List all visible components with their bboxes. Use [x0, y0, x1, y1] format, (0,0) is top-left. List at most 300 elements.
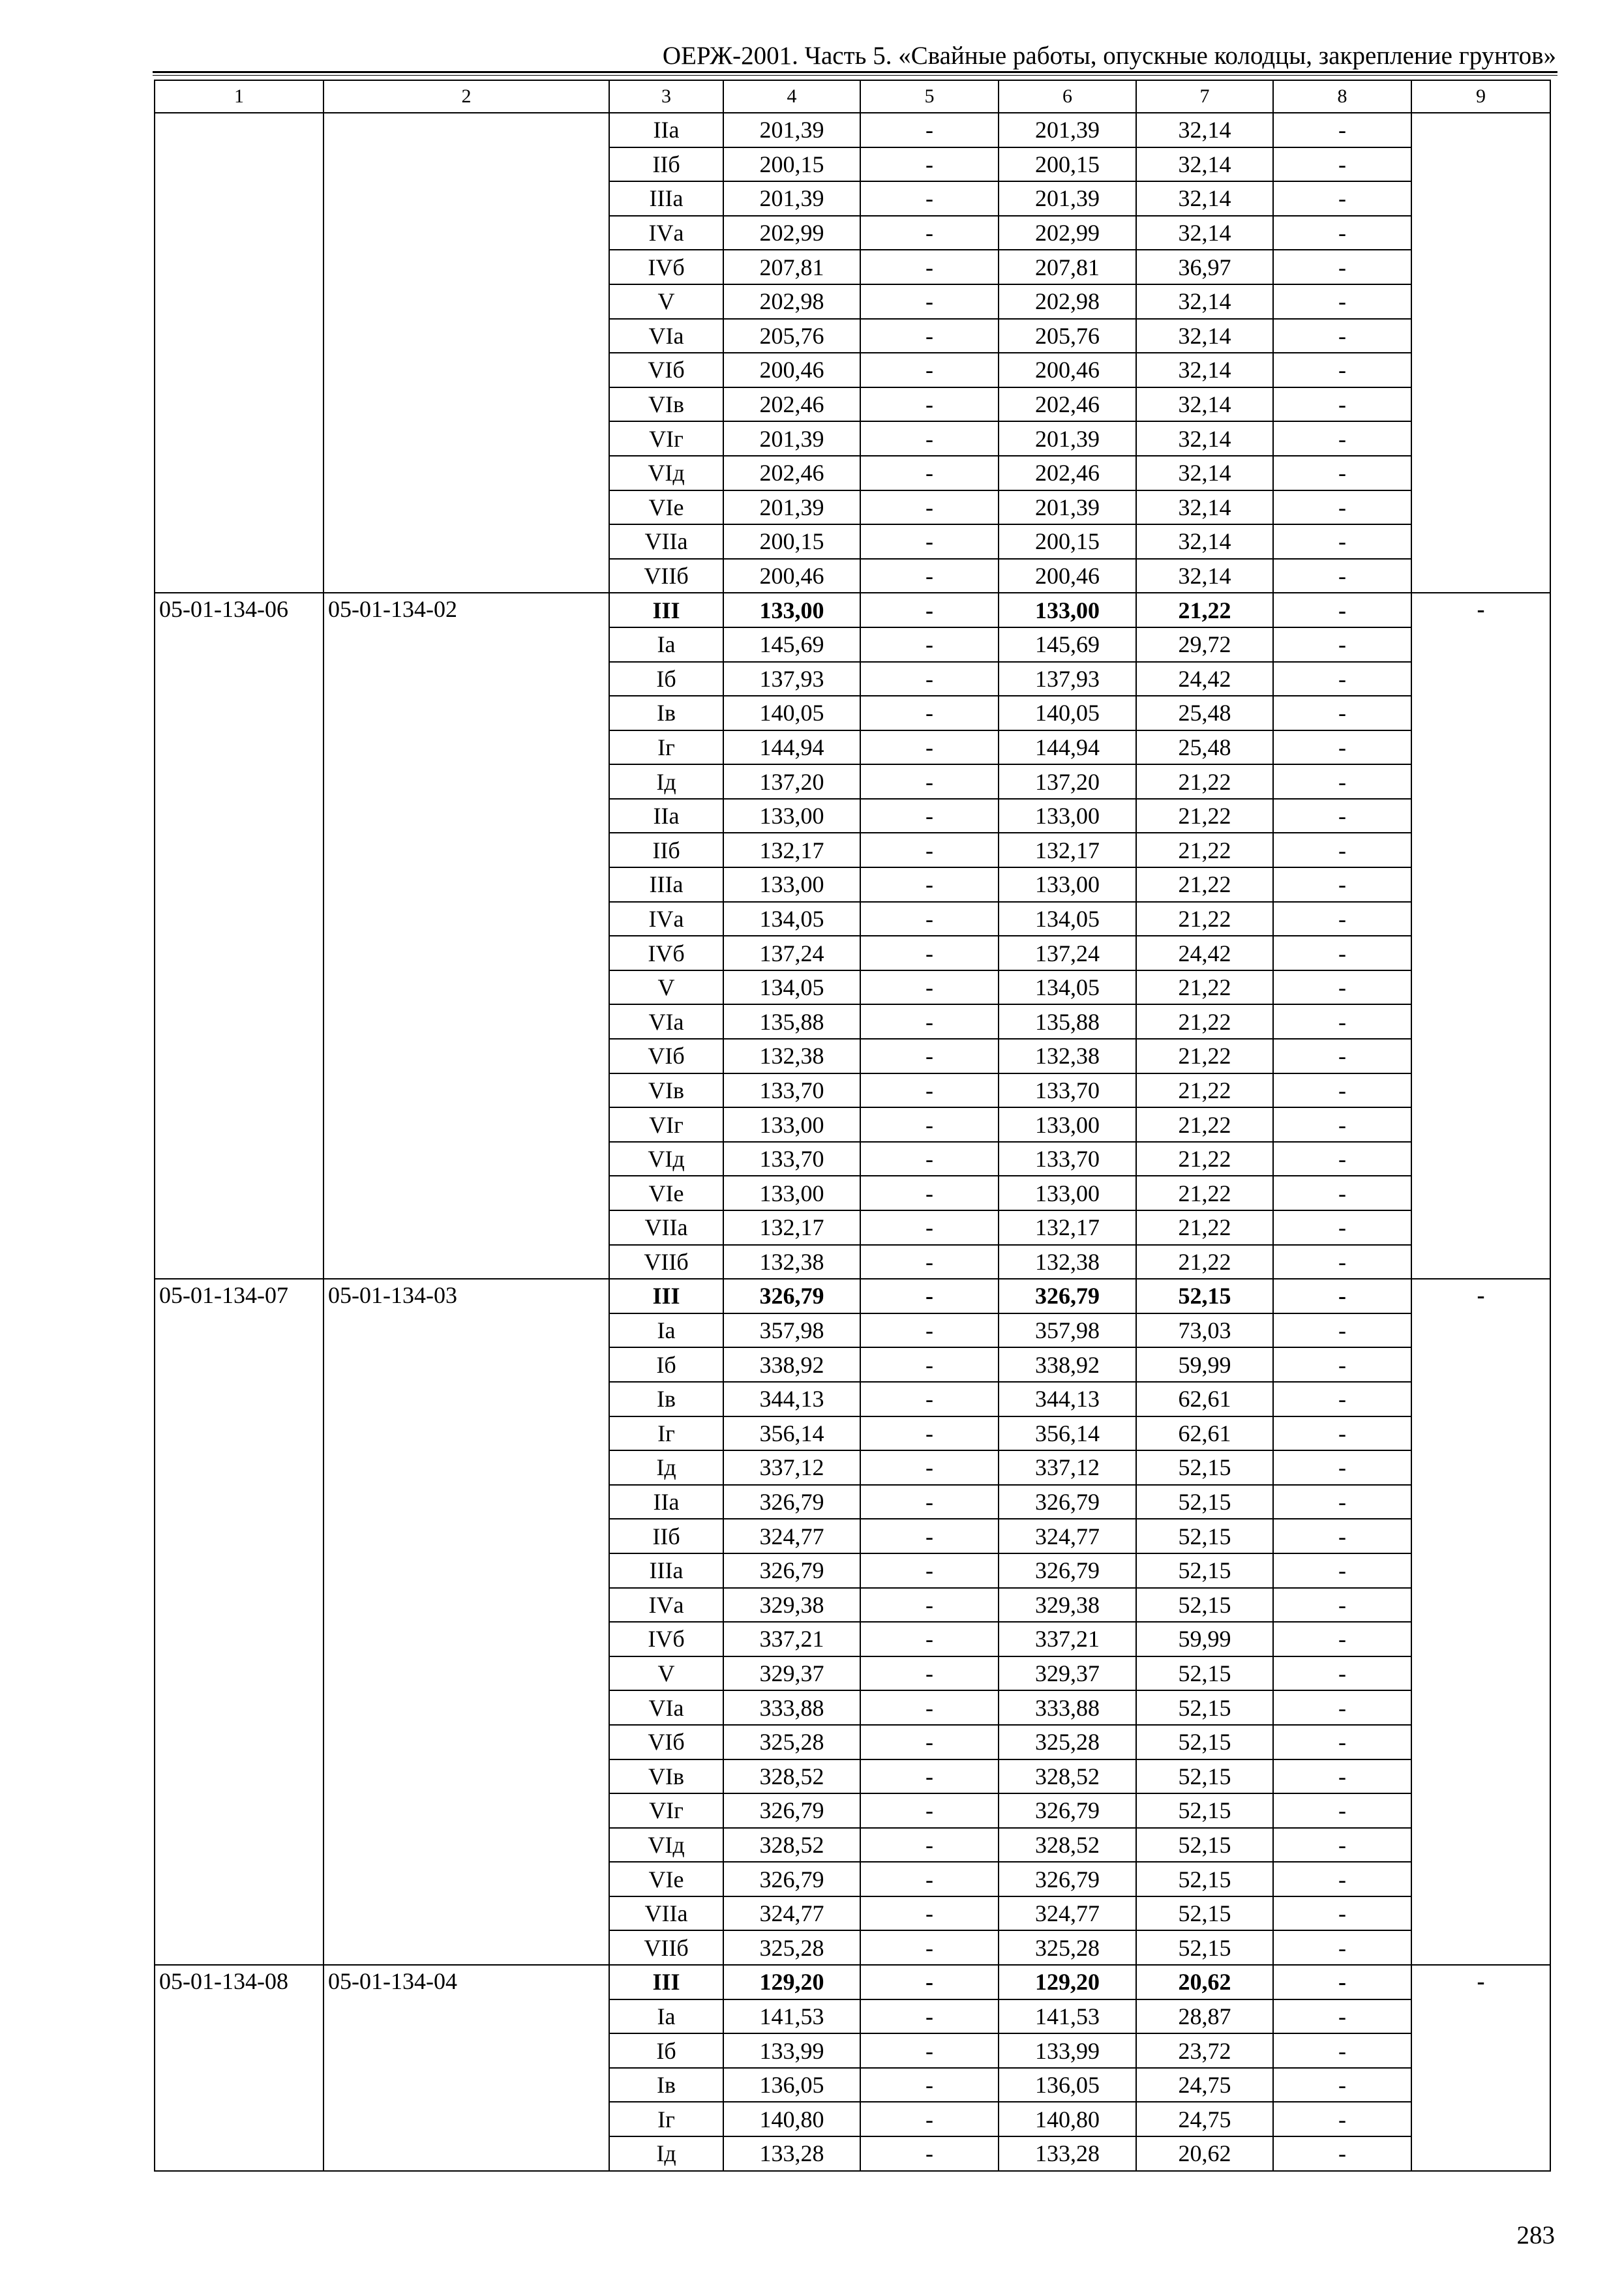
- col7-cell: 32,14: [1136, 319, 1273, 353]
- col7-cell: 52,15: [1136, 1862, 1273, 1896]
- col7-cell: 21,22: [1136, 1176, 1273, 1210]
- col4-cell: 140,05: [723, 696, 860, 730]
- col5-cell: -: [860, 1656, 999, 1691]
- col4-cell: 357,98: [723, 1313, 860, 1348]
- col3-cell: IIб: [609, 147, 723, 182]
- base-code-text: 05-01-134-03: [328, 1282, 457, 1309]
- col8-cell: -: [1273, 627, 1411, 662]
- col3-cell: VIа: [609, 1004, 723, 1039]
- col8-cell: -: [1273, 387, 1411, 422]
- col7-cell: 59,99: [1136, 1622, 1273, 1656]
- col7-cell: 52,15: [1136, 1656, 1273, 1691]
- col6-cell: 205,76: [999, 319, 1136, 353]
- column-number-row: [155, 80, 1550, 113]
- col5-cell: -: [860, 1588, 999, 1623]
- col5-cell: -: [860, 2102, 999, 2136]
- col9-cell: [1411, 113, 1550, 593]
- col7-cell: 21,22: [1136, 867, 1273, 902]
- col6-cell: 325,28: [999, 1725, 1136, 1759]
- col8-cell: -: [1273, 1793, 1411, 1828]
- col7-cell: 32,14: [1136, 524, 1273, 559]
- col4-cell: 137,20: [723, 764, 860, 799]
- col5-cell: -: [860, 353, 999, 387]
- col4-cell: 337,21: [723, 1622, 860, 1656]
- col7-cell: 32,14: [1136, 181, 1273, 216]
- col7-cell: 62,61: [1136, 1416, 1273, 1451]
- table-row: [155, 113, 1550, 147]
- col3-cell: VIв: [609, 387, 723, 422]
- col9-cell: -: [1411, 593, 1550, 1279]
- col6-cell: 357,98: [999, 1313, 1136, 1348]
- col6-cell: 337,21: [999, 1622, 1136, 1656]
- col4-cell: 133,00: [723, 1176, 860, 1210]
- col6-cell: 137,24: [999, 936, 1136, 970]
- col3-cell: IVа: [609, 216, 723, 250]
- col6-cell: 133,70: [999, 1142, 1136, 1176]
- col6-cell: 202,46: [999, 456, 1136, 490]
- table-body: [155, 80, 1550, 2171]
- col4-cell: 326,79: [723, 1862, 860, 1896]
- col8-cell: -: [1273, 1862, 1411, 1896]
- col5-cell: -: [860, 1519, 999, 1553]
- col6-cell: 132,38: [999, 1245, 1136, 1279]
- col7-cell: 52,15: [1136, 1279, 1273, 1313]
- col6-cell: 144,94: [999, 730, 1136, 765]
- col5-cell: -: [860, 147, 999, 182]
- col3-cell: III: [609, 1965, 723, 1999]
- col3-cell: Iа: [609, 1313, 723, 1348]
- column-number-cell: 1: [155, 80, 323, 113]
- col4-cell: 145,69: [723, 627, 860, 662]
- col7-cell: 32,14: [1136, 421, 1273, 456]
- col3-cell: Iд: [609, 1450, 723, 1485]
- col3-cell: IIб: [609, 833, 723, 867]
- col7-cell: 29,72: [1136, 627, 1273, 662]
- col3-cell: IIа: [609, 799, 723, 833]
- col6-cell: 200,15: [999, 147, 1136, 182]
- col5-cell: -: [860, 1313, 999, 1348]
- col4-cell: 328,52: [723, 1759, 860, 1794]
- col3-cell: Iв: [609, 1382, 723, 1416]
- col4-cell: 141,53: [723, 1999, 860, 2034]
- col8-cell: -: [1273, 593, 1411, 627]
- col7-cell: 52,15: [1136, 1725, 1273, 1759]
- col3-cell: VIе: [609, 1176, 723, 1210]
- col7-cell: 21,22: [1136, 764, 1273, 799]
- col3-cell: Iа: [609, 1999, 723, 2034]
- col3-cell: Iб: [609, 2033, 723, 2068]
- col6-cell: 324,77: [999, 1896, 1136, 1931]
- col8-cell: -: [1273, 250, 1411, 284]
- col3-cell: III: [609, 1279, 723, 1313]
- col8-cell: -: [1273, 1622, 1411, 1656]
- col4-cell: 133,28: [723, 2136, 860, 2171]
- col3-cell: IIа: [609, 1485, 723, 1519]
- col5-cell: -: [860, 1450, 999, 1485]
- col7-cell: 62,61: [1136, 1382, 1273, 1416]
- col6-cell: 207,81: [999, 250, 1136, 284]
- col5-cell: -: [860, 250, 999, 284]
- col5-cell: -: [860, 833, 999, 867]
- col7-cell: 20,62: [1136, 1965, 1273, 1999]
- page-number: 283: [1516, 2221, 1555, 2249]
- col8-cell: -: [1273, 284, 1411, 319]
- col7-cell: 20,62: [1136, 2136, 1273, 2171]
- col8-cell: -: [1273, 970, 1411, 1005]
- col4-cell: 326,79: [723, 1485, 860, 1519]
- col7-cell: 21,22: [1136, 1073, 1273, 1108]
- col3-cell: VIв: [609, 1073, 723, 1108]
- col3-cell: V: [609, 1656, 723, 1691]
- col4-cell: 326,79: [723, 1793, 860, 1828]
- col5-cell: -: [860, 936, 999, 970]
- col4-cell: 200,46: [723, 353, 860, 387]
- col8-cell: -: [1273, 1450, 1411, 1485]
- code-text: 05-01-134-07: [159, 1282, 288, 1309]
- col6-cell: 136,05: [999, 2068, 1136, 2102]
- column-number-cell: 3: [609, 80, 723, 113]
- col5-cell: -: [860, 490, 999, 525]
- col4-cell: 356,14: [723, 1416, 860, 1451]
- col4-cell: 325,28: [723, 1930, 860, 1965]
- col5-cell: -: [860, 1896, 999, 1931]
- col7-cell: 24,42: [1136, 662, 1273, 696]
- col6-cell: 132,38: [999, 1039, 1136, 1073]
- col3-cell: III: [609, 593, 723, 627]
- col7-cell: 21,22: [1136, 1004, 1273, 1039]
- col4-cell: 133,70: [723, 1073, 860, 1108]
- price-table: [154, 80, 1551, 2172]
- col7-cell: 32,14: [1136, 284, 1273, 319]
- col6-cell: 201,39: [999, 181, 1136, 216]
- col3-cell: IIIа: [609, 181, 723, 216]
- col5-cell: -: [860, 2033, 999, 2068]
- col8-cell: -: [1273, 2136, 1411, 2171]
- table-row: [155, 1965, 1550, 1999]
- col7-cell: 52,15: [1136, 1896, 1273, 1931]
- col5-cell: -: [860, 1176, 999, 1210]
- col3-cell: IVа: [609, 1588, 723, 1623]
- col4-cell: 144,94: [723, 730, 860, 765]
- col6-cell: 326,79: [999, 1793, 1136, 1828]
- col8-cell: -: [1273, 2033, 1411, 2068]
- base-code-cell: [323, 113, 609, 593]
- col6-cell: 137,93: [999, 662, 1136, 696]
- col8-cell: -: [1273, 2102, 1411, 2136]
- col4-cell: 200,15: [723, 147, 860, 182]
- col7-cell: 52,15: [1136, 1828, 1273, 1863]
- col8-cell: -: [1273, 1176, 1411, 1210]
- col8-cell: -: [1273, 1930, 1411, 1965]
- col7-cell: 21,22: [1136, 970, 1273, 1005]
- col4-cell: 326,79: [723, 1553, 860, 1588]
- col5-cell: -: [860, 662, 999, 696]
- col6-cell: 133,00: [999, 867, 1136, 902]
- col7-cell: 21,22: [1136, 593, 1273, 627]
- col4-cell: 133,00: [723, 593, 860, 627]
- col3-cell: VIIа: [609, 524, 723, 559]
- col8-cell: -: [1273, 421, 1411, 456]
- col3-cell: VIIб: [609, 1930, 723, 1965]
- col6-cell: 326,79: [999, 1553, 1136, 1588]
- col8-cell: -: [1273, 1039, 1411, 1073]
- col4-cell: 333,88: [723, 1690, 860, 1725]
- col3-cell: VIд: [609, 1142, 723, 1176]
- col3-cell: IIб: [609, 1519, 723, 1553]
- col8-cell: -: [1273, 662, 1411, 696]
- col3-cell: Iб: [609, 1347, 723, 1382]
- col3-cell: IVб: [609, 250, 723, 284]
- col6-cell: 337,12: [999, 1450, 1136, 1485]
- col4-cell: 135,88: [723, 1004, 860, 1039]
- col4-cell: 140,80: [723, 2102, 860, 2136]
- col4-cell: 133,00: [723, 867, 860, 902]
- col5-cell: -: [860, 2068, 999, 2102]
- col7-cell: 32,14: [1136, 387, 1273, 422]
- code-cell: [155, 593, 323, 1279]
- col4-cell: 132,38: [723, 1245, 860, 1279]
- col4-cell: 129,20: [723, 1965, 860, 1999]
- col7-cell: 52,15: [1136, 1519, 1273, 1553]
- col8-cell: -: [1273, 2068, 1411, 2102]
- col6-cell: 135,88: [999, 1004, 1136, 1039]
- col4-cell: 132,17: [723, 833, 860, 867]
- col3-cell: VIа: [609, 319, 723, 353]
- col4-cell: 344,13: [723, 1382, 860, 1416]
- col3-cell: IIIа: [609, 1553, 723, 1588]
- col6-cell: 133,00: [999, 1176, 1136, 1210]
- col8-cell: -: [1273, 1382, 1411, 1416]
- col6-cell: 140,05: [999, 696, 1136, 730]
- col4-cell: 202,99: [723, 216, 860, 250]
- col6-cell: 132,17: [999, 1210, 1136, 1245]
- col7-cell: 21,22: [1136, 1107, 1273, 1142]
- col8-cell: -: [1273, 936, 1411, 970]
- col7-cell: 21,22: [1136, 1039, 1273, 1073]
- col3-cell: VIв: [609, 1759, 723, 1794]
- col3-cell: VIд: [609, 1828, 723, 1863]
- col3-cell: VIIб: [609, 559, 723, 593]
- col4-cell: 325,28: [723, 1725, 860, 1759]
- col4-cell: 134,05: [723, 970, 860, 1005]
- col5-cell: -: [860, 1759, 999, 1794]
- col3-cell: V: [609, 284, 723, 319]
- col5-cell: -: [860, 1245, 999, 1279]
- col3-cell: IIа: [609, 113, 723, 147]
- col8-cell: -: [1273, 867, 1411, 902]
- col6-cell: 202,99: [999, 216, 1136, 250]
- col8-cell: -: [1273, 1347, 1411, 1382]
- col3-cell: VIе: [609, 490, 723, 525]
- col7-cell: 52,15: [1136, 1759, 1273, 1794]
- col5-cell: -: [860, 1725, 999, 1759]
- col5-cell: -: [860, 113, 999, 147]
- col4-cell: 201,39: [723, 181, 860, 216]
- base-code-cell: [323, 593, 609, 1279]
- column-number-cell: 5: [860, 80, 999, 113]
- col3-cell: IVа: [609, 902, 723, 936]
- col5-cell: -: [860, 1965, 999, 1999]
- code-text: 05-01-134-08: [159, 1968, 288, 1995]
- col6-cell: 325,28: [999, 1930, 1136, 1965]
- col7-cell: 28,87: [1136, 1999, 1273, 2034]
- col6-cell: 333,88: [999, 1690, 1136, 1725]
- col6-cell: 133,00: [999, 1107, 1136, 1142]
- col3-cell: IVб: [609, 1622, 723, 1656]
- col6-cell: 201,39: [999, 421, 1136, 456]
- col6-cell: 328,52: [999, 1828, 1136, 1863]
- col5-cell: -: [860, 867, 999, 902]
- col7-cell: 21,22: [1136, 1210, 1273, 1245]
- col4-cell: 201,39: [723, 113, 860, 147]
- col5-cell: -: [860, 181, 999, 216]
- col4-cell: 201,39: [723, 421, 860, 456]
- column-number-cell: 7: [1136, 80, 1273, 113]
- col5-cell: -: [860, 456, 999, 490]
- col7-cell: 32,14: [1136, 113, 1273, 147]
- col8-cell: -: [1273, 1759, 1411, 1794]
- col4-cell: 200,46: [723, 559, 860, 593]
- col3-cell: Iд: [609, 764, 723, 799]
- col6-cell: 145,69: [999, 627, 1136, 662]
- col6-cell: 200,46: [999, 353, 1136, 387]
- col4-cell: 134,05: [723, 902, 860, 936]
- col4-cell: 329,38: [723, 1588, 860, 1623]
- col8-cell: -: [1273, 1588, 1411, 1623]
- col7-cell: 24,75: [1136, 2068, 1273, 2102]
- col8-cell: -: [1273, 1725, 1411, 1759]
- col7-cell: 32,14: [1136, 559, 1273, 593]
- col7-cell: 23,72: [1136, 2033, 1273, 2068]
- col6-cell: 134,05: [999, 902, 1136, 936]
- col6-cell: 326,79: [999, 1862, 1136, 1896]
- col3-cell: VIг: [609, 421, 723, 456]
- col8-cell: -: [1273, 1107, 1411, 1142]
- col7-cell: 73,03: [1136, 1313, 1273, 1348]
- col4-cell: 136,05: [723, 2068, 860, 2102]
- col8-cell: -: [1273, 456, 1411, 490]
- col6-cell: 133,00: [999, 593, 1136, 627]
- col4-cell: 137,93: [723, 662, 860, 696]
- col7-cell: 21,22: [1136, 902, 1273, 936]
- col5-cell: -: [860, 764, 999, 799]
- col5-cell: -: [860, 1107, 999, 1142]
- col5-cell: -: [860, 1039, 999, 1073]
- col5-cell: -: [860, 1073, 999, 1108]
- col6-cell: 326,79: [999, 1485, 1136, 1519]
- col5-cell: -: [860, 1210, 999, 1245]
- col6-cell: 329,38: [999, 1588, 1136, 1623]
- col4-cell: 137,24: [723, 936, 860, 970]
- col4-cell: 133,70: [723, 1142, 860, 1176]
- col5-cell: -: [860, 799, 999, 833]
- col8-cell: -: [1273, 1519, 1411, 1553]
- col9-cell: -: [1411, 1965, 1550, 2171]
- col8-cell: -: [1273, 1965, 1411, 1999]
- page-header: ОЕРЖ-2001. Часть 5. «Свайные работы, опускные колодцы, закрепление грунтов»: [662, 42, 1556, 70]
- col3-cell: Iб: [609, 662, 723, 696]
- col7-cell: 32,14: [1136, 456, 1273, 490]
- col8-cell: -: [1273, 902, 1411, 936]
- col3-cell: Iг: [609, 730, 723, 765]
- col8-cell: -: [1273, 1690, 1411, 1725]
- col4-cell: 201,39: [723, 490, 860, 525]
- base-code-text: 05-01-134-02: [328, 596, 457, 623]
- col5-cell: -: [860, 1004, 999, 1039]
- col6-cell: 129,20: [999, 1965, 1136, 1999]
- col8-cell: -: [1273, 764, 1411, 799]
- col4-cell: 202,46: [723, 456, 860, 490]
- col3-cell: VIIа: [609, 1896, 723, 1931]
- col5-cell: -: [860, 2136, 999, 2171]
- col3-cell: Iв: [609, 696, 723, 730]
- col7-cell: 21,22: [1136, 833, 1273, 867]
- col8-cell: -: [1273, 559, 1411, 593]
- col3-cell: VIб: [609, 1725, 723, 1759]
- column-number-cell: 9: [1411, 80, 1550, 113]
- col6-cell: 201,39: [999, 490, 1136, 525]
- col4-cell: 338,92: [723, 1347, 860, 1382]
- col4-cell: 326,79: [723, 1279, 860, 1313]
- col8-cell: -: [1273, 147, 1411, 182]
- col8-cell: -: [1273, 490, 1411, 525]
- col5-cell: -: [860, 319, 999, 353]
- col8-cell: -: [1273, 1553, 1411, 1588]
- col3-cell: IVб: [609, 936, 723, 970]
- col6-cell: 133,70: [999, 1073, 1136, 1108]
- col5-cell: -: [860, 387, 999, 422]
- col5-cell: -: [860, 1999, 999, 2034]
- col7-cell: 52,15: [1136, 1930, 1273, 1965]
- col4-cell: 133,99: [723, 2033, 860, 2068]
- col7-cell: 25,48: [1136, 696, 1273, 730]
- col5-cell: -: [860, 1279, 999, 1313]
- col5-cell: -: [860, 593, 999, 627]
- col6-cell: 133,00: [999, 799, 1136, 833]
- col4-cell: 324,77: [723, 1896, 860, 1931]
- col6-cell: 134,05: [999, 970, 1136, 1005]
- col3-cell: VIг: [609, 1107, 723, 1142]
- col8-cell: -: [1273, 1656, 1411, 1691]
- col4-cell: 202,98: [723, 284, 860, 319]
- col6-cell: 200,15: [999, 524, 1136, 559]
- col8-cell: -: [1273, 1828, 1411, 1863]
- col5-cell: -: [860, 524, 999, 559]
- col3-cell: VIг: [609, 1793, 723, 1828]
- col8-cell: -: [1273, 833, 1411, 867]
- col8-cell: -: [1273, 1073, 1411, 1108]
- col9-cell: -: [1411, 1279, 1550, 1965]
- header-rule: [153, 71, 1557, 76]
- col7-cell: 52,15: [1136, 1553, 1273, 1588]
- col6-cell: 338,92: [999, 1347, 1136, 1382]
- col4-cell: 337,12: [723, 1450, 860, 1485]
- col8-cell: -: [1273, 696, 1411, 730]
- col4-cell: 328,52: [723, 1828, 860, 1863]
- col3-cell: VIб: [609, 1039, 723, 1073]
- col7-cell: 52,15: [1136, 1690, 1273, 1725]
- col5-cell: -: [860, 970, 999, 1005]
- col7-cell: 21,22: [1136, 1245, 1273, 1279]
- col8-cell: -: [1273, 1313, 1411, 1348]
- col5-cell: -: [860, 1382, 999, 1416]
- code-cell: [155, 113, 323, 593]
- col4-cell: 132,17: [723, 1210, 860, 1245]
- table-row: [155, 593, 1550, 627]
- col8-cell: -: [1273, 1210, 1411, 1245]
- code-cell: [155, 1965, 323, 2171]
- col5-cell: -: [860, 1416, 999, 1451]
